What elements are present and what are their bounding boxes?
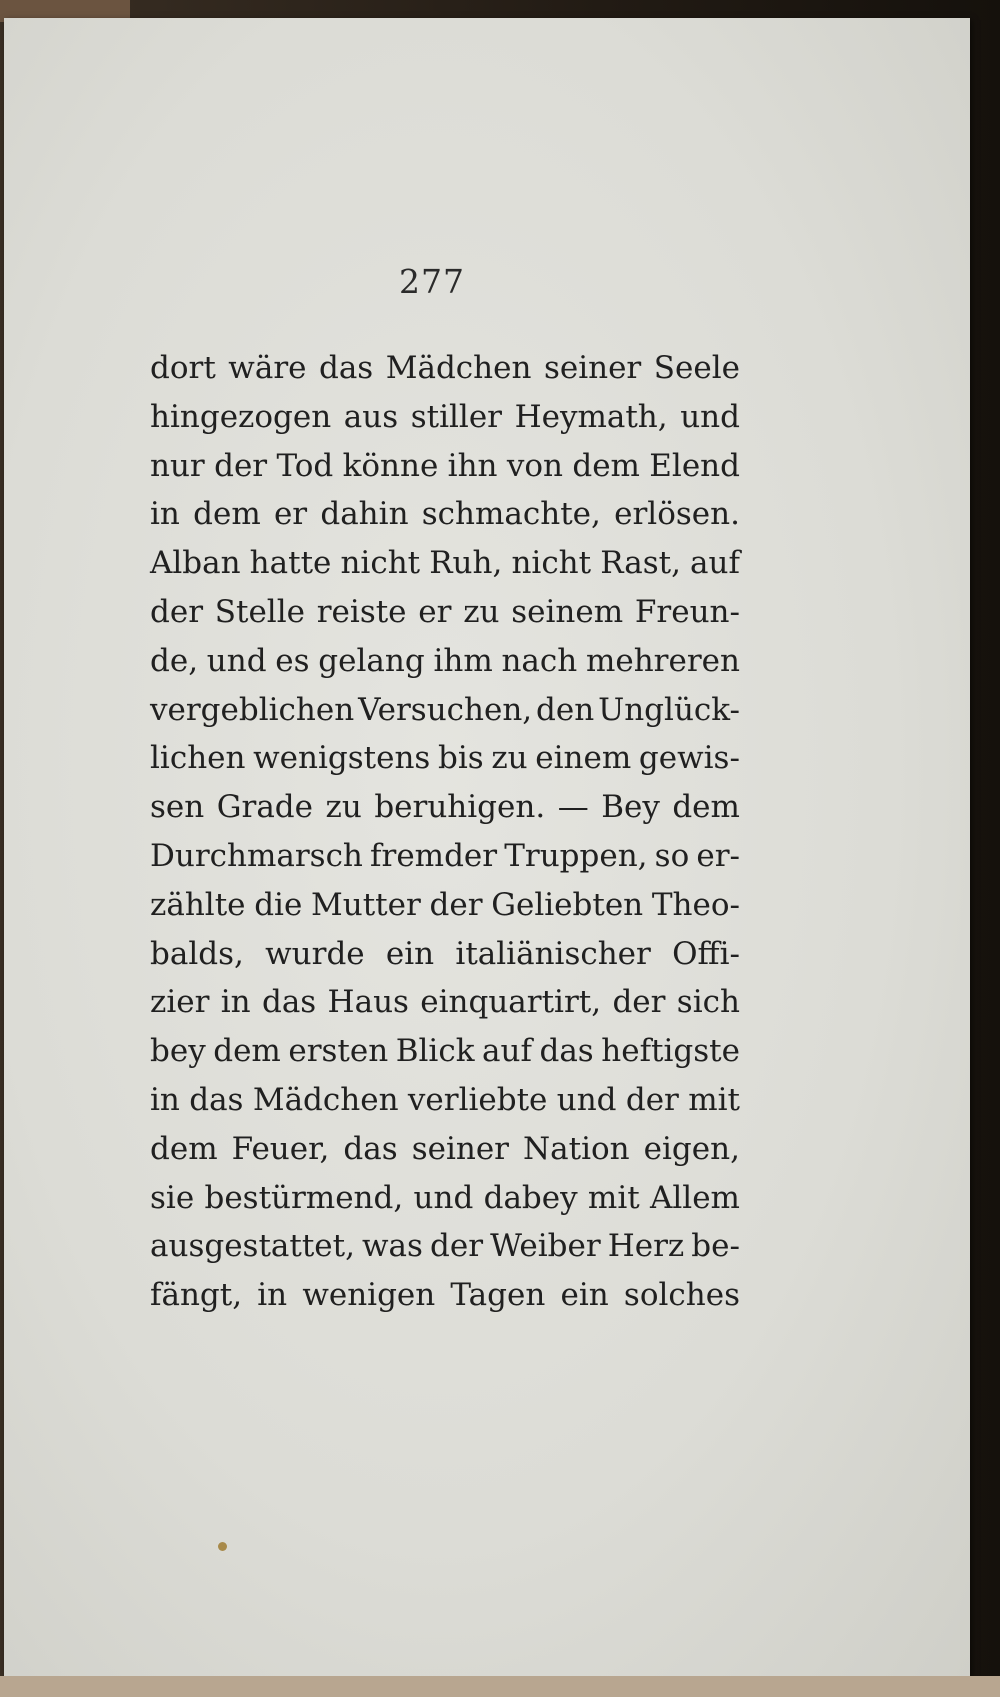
word: dabey bbox=[483, 1179, 578, 1216]
word: Heymath, bbox=[514, 398, 668, 435]
word: dem bbox=[150, 1130, 218, 1167]
word: heftigste bbox=[601, 1033, 740, 1070]
word: wäre bbox=[228, 350, 307, 386]
word: ein bbox=[560, 1277, 609, 1314]
word: Nation bbox=[523, 1130, 630, 1167]
text-line bbox=[150, 1174, 740, 1223]
word: in bbox=[150, 1081, 180, 1118]
word: mehreren bbox=[585, 642, 740, 679]
text-line bbox=[150, 783, 740, 832]
word: Feuer, bbox=[231, 1130, 330, 1167]
text-line bbox=[150, 393, 740, 442]
word: könne bbox=[342, 447, 439, 484]
word: nur bbox=[150, 447, 205, 484]
word: und bbox=[206, 642, 267, 679]
text-line bbox=[150, 539, 740, 588]
body-text bbox=[150, 344, 740, 1320]
word: sich bbox=[676, 984, 740, 1021]
word: Allem bbox=[650, 1179, 740, 1216]
word: Freun- bbox=[634, 593, 740, 630]
word: dem bbox=[213, 1033, 281, 1070]
word: die bbox=[254, 886, 303, 923]
word: ausgestattet, bbox=[150, 1228, 355, 1265]
word: mit bbox=[688, 1081, 740, 1118]
word: verliebte bbox=[407, 1081, 548, 1118]
text-line bbox=[150, 442, 740, 491]
word: balds, bbox=[150, 935, 244, 972]
word: Grade bbox=[216, 789, 313, 826]
word: ihm bbox=[433, 642, 493, 679]
word: und bbox=[413, 1179, 474, 1216]
word: nach bbox=[501, 642, 578, 679]
word: Seele bbox=[653, 350, 740, 386]
word: dem bbox=[572, 447, 640, 484]
word: das bbox=[343, 1130, 398, 1167]
word: er bbox=[418, 593, 452, 630]
word: zu bbox=[463, 593, 500, 630]
word: Stelle bbox=[214, 593, 305, 630]
word: Theo- bbox=[651, 886, 740, 923]
word: wurde bbox=[265, 935, 365, 972]
word: Rast, bbox=[600, 545, 681, 582]
word: wenigen bbox=[302, 1277, 436, 1314]
word: Geliebten bbox=[491, 886, 644, 923]
word: er bbox=[273, 496, 308, 533]
word: zählte bbox=[150, 886, 246, 923]
page-bottom-edge bbox=[0, 1676, 1000, 1697]
word: ihn bbox=[447, 447, 498, 484]
word: Mädchen bbox=[252, 1081, 399, 1118]
word: eigen, bbox=[643, 1130, 740, 1167]
word: das bbox=[261, 984, 317, 1021]
text-line bbox=[150, 832, 740, 881]
word: hingezogen bbox=[150, 398, 332, 435]
word: in bbox=[220, 984, 251, 1021]
word: sie bbox=[150, 1179, 195, 1216]
word: Bey bbox=[601, 789, 660, 826]
word: stiller bbox=[410, 398, 502, 435]
word: Weiber bbox=[490, 1228, 601, 1265]
word: der bbox=[625, 1081, 679, 1118]
word: erlösen. bbox=[614, 496, 740, 533]
word: seinem bbox=[511, 593, 624, 630]
text-line bbox=[150, 686, 740, 735]
word: fremder bbox=[370, 837, 498, 874]
word: Truppen, bbox=[504, 837, 648, 874]
word: in bbox=[257, 1277, 288, 1314]
word: einquartirt, bbox=[420, 984, 602, 1021]
word: beruhigen. bbox=[374, 789, 546, 826]
word: Herz bbox=[607, 1228, 685, 1265]
word: seiner bbox=[543, 350, 642, 386]
word: dort bbox=[150, 350, 216, 386]
word: das bbox=[539, 1033, 594, 1070]
word: hatte bbox=[249, 545, 332, 582]
word: Ruh, bbox=[429, 545, 503, 582]
text-line bbox=[150, 930, 740, 979]
word: ein bbox=[385, 935, 435, 972]
paper-speck bbox=[218, 1542, 227, 1551]
word: be- bbox=[691, 1228, 740, 1265]
book-page bbox=[4, 18, 970, 1676]
word: auf bbox=[482, 1033, 532, 1070]
word: der bbox=[214, 447, 268, 484]
word: und bbox=[680, 398, 740, 435]
word: dem bbox=[193, 496, 261, 533]
word: zu bbox=[491, 740, 528, 777]
word: reiste bbox=[316, 593, 407, 630]
word: zier bbox=[150, 984, 210, 1021]
word: Mädchen bbox=[385, 350, 532, 386]
word: den bbox=[536, 691, 595, 728]
word: ersten bbox=[288, 1033, 389, 1070]
text-line bbox=[150, 1076, 740, 1125]
word: mit bbox=[587, 1179, 640, 1216]
word: so bbox=[654, 837, 690, 874]
word: — bbox=[557, 789, 589, 826]
word: de, bbox=[150, 642, 199, 679]
word: dem bbox=[672, 789, 740, 826]
word: auf bbox=[690, 545, 740, 582]
word: Haus bbox=[327, 984, 409, 1021]
text-line bbox=[150, 1271, 740, 1320]
word: dahin bbox=[320, 496, 409, 533]
word: er- bbox=[696, 837, 740, 874]
word: das bbox=[318, 350, 374, 386]
word: italiänischer bbox=[455, 935, 651, 972]
text-line bbox=[150, 1222, 740, 1271]
word: Offi- bbox=[672, 935, 740, 972]
word: fängt, bbox=[150, 1277, 243, 1314]
word: bestürmend, bbox=[204, 1179, 404, 1216]
page-number: 277 bbox=[399, 262, 465, 301]
word: solches bbox=[623, 1277, 740, 1314]
word: Elend bbox=[649, 447, 740, 484]
word: von bbox=[506, 447, 564, 484]
word: in bbox=[150, 496, 180, 533]
word: das bbox=[189, 1081, 244, 1118]
text-line bbox=[150, 734, 740, 783]
word: Mutter bbox=[311, 886, 421, 923]
word: der bbox=[612, 984, 666, 1021]
text-line bbox=[150, 978, 740, 1027]
word: seiner bbox=[411, 1130, 509, 1167]
text-line bbox=[150, 588, 740, 637]
word: bis bbox=[437, 740, 484, 777]
text-line bbox=[150, 490, 740, 539]
word: bey bbox=[150, 1033, 206, 1070]
word: Blick bbox=[395, 1033, 475, 1070]
word: Tod bbox=[276, 447, 334, 484]
word: zu bbox=[325, 789, 362, 826]
word: gelang bbox=[318, 642, 425, 679]
text-line bbox=[150, 1125, 740, 1174]
text-line bbox=[150, 881, 740, 930]
word: nicht bbox=[511, 545, 592, 582]
word: aus bbox=[343, 398, 399, 435]
text-line bbox=[150, 344, 740, 393]
word: was bbox=[362, 1228, 423, 1265]
word: der bbox=[150, 593, 204, 630]
word: nicht bbox=[340, 545, 421, 582]
word: lichen bbox=[150, 740, 246, 777]
word: gewis- bbox=[638, 740, 740, 777]
text-line bbox=[150, 637, 740, 686]
text-line bbox=[150, 1027, 740, 1076]
word: der bbox=[429, 886, 483, 923]
word: einem bbox=[535, 740, 632, 777]
word: es bbox=[275, 642, 310, 679]
word: und bbox=[556, 1081, 617, 1118]
word: Durchmarsch bbox=[150, 837, 363, 874]
word: Versuchen, bbox=[358, 691, 533, 728]
word: Alban bbox=[150, 545, 241, 582]
word: wenigstens bbox=[253, 740, 431, 777]
word: sen bbox=[150, 789, 205, 826]
word: der bbox=[430, 1228, 484, 1265]
word: schmachte, bbox=[421, 496, 601, 533]
word: vergeblichen bbox=[150, 691, 355, 728]
word: Tagen bbox=[450, 1277, 546, 1314]
word: Unglück- bbox=[598, 691, 740, 728]
